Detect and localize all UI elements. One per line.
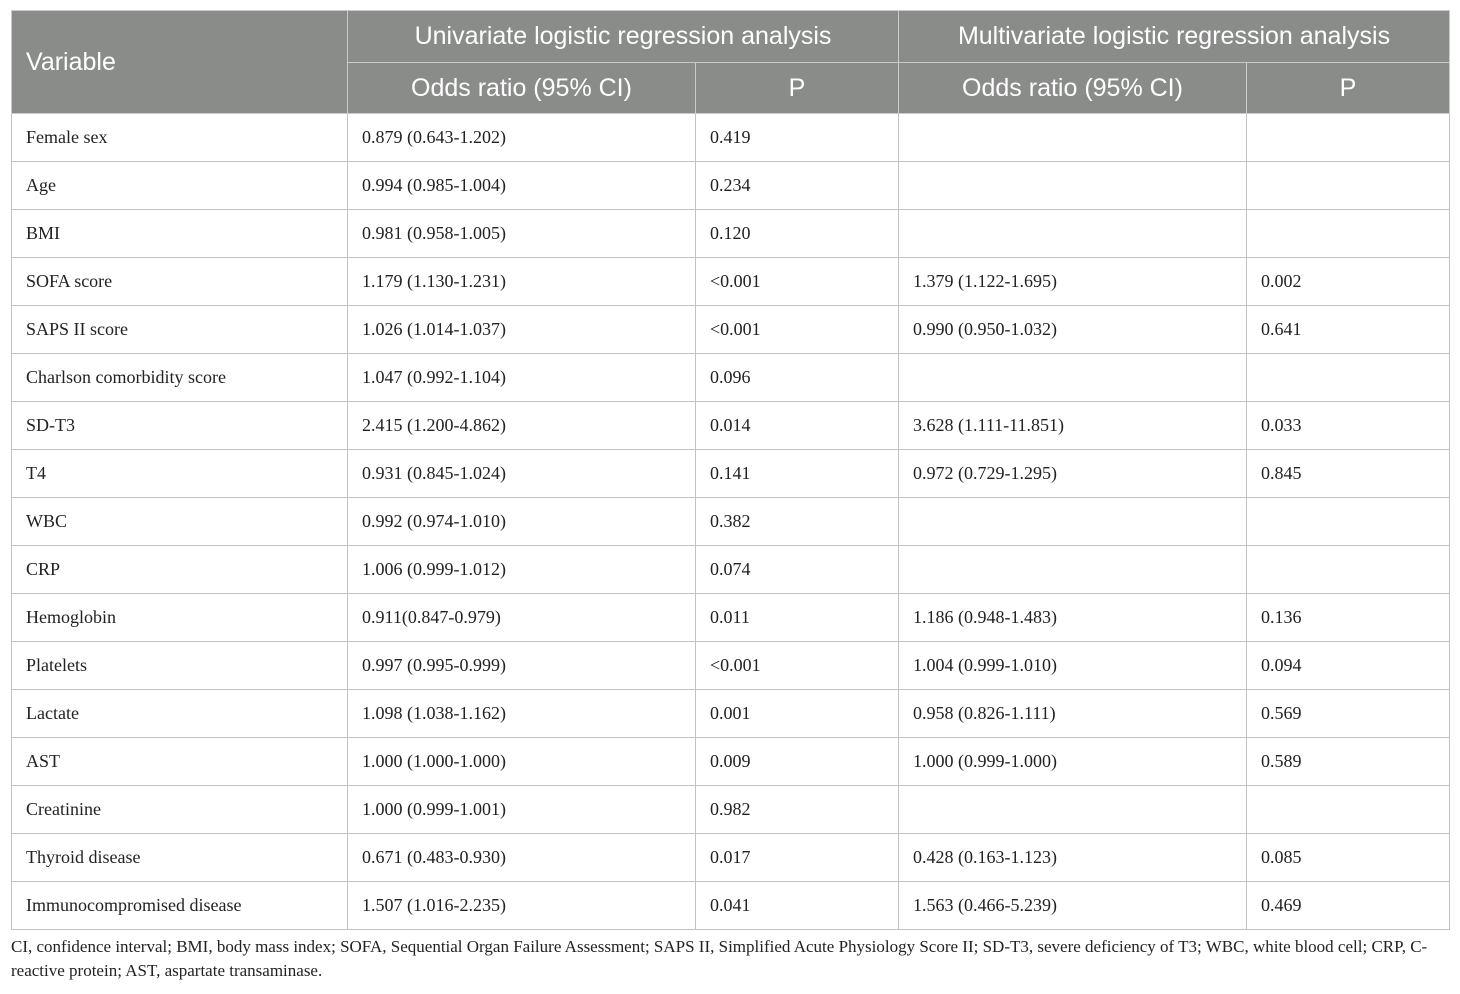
multivariate-odds-ratio-cell: 3.628 (1.111-11.851) xyxy=(899,402,1247,450)
variable-cell: T4 xyxy=(12,450,348,498)
multivariate-odds-ratio-cell: 0.958 (0.826-1.111) xyxy=(899,690,1247,738)
logistic-regression-table xyxy=(11,10,1450,930)
variable-cell: CRP xyxy=(12,546,348,594)
variable-cell: Charlson comorbidity score xyxy=(12,354,348,402)
multivariate-odds-ratio-cell: 1.004 (0.999-1.010) xyxy=(899,642,1247,690)
table-row xyxy=(12,354,1450,402)
multivariate-p-cell: 0.136 xyxy=(1247,594,1450,642)
table-row xyxy=(12,114,1450,162)
variable-cell: Lactate xyxy=(12,690,348,738)
univariate-p-header: P xyxy=(696,63,899,114)
multivariate-odds-ratio-cell: 1.379 (1.122-1.695) xyxy=(899,258,1247,306)
multivariate-odds-ratio-cell: 0.990 (0.950-1.032) xyxy=(899,306,1247,354)
univariate-p-cell: <0.001 xyxy=(696,306,899,354)
table-row xyxy=(12,642,1450,690)
univariate-odds-ratio-cell: 1.098 (1.038-1.162) xyxy=(348,690,696,738)
multivariate-p-cell xyxy=(1247,786,1450,834)
variable-cell: Creatinine xyxy=(12,786,348,834)
multivariate-p-cell: 0.033 xyxy=(1247,402,1450,450)
univariate-p-cell: 0.096 xyxy=(696,354,899,402)
multivariate-p-cell xyxy=(1247,114,1450,162)
multivariate-p-cell: 0.641 xyxy=(1247,306,1450,354)
multivariate-p-cell: 0.002 xyxy=(1247,258,1450,306)
table-row xyxy=(12,210,1450,258)
multivariate-odds-ratio-cell xyxy=(899,498,1247,546)
variable-cell: Hemoglobin xyxy=(12,594,348,642)
table-row xyxy=(12,594,1450,642)
variable-cell: SAPS II score xyxy=(12,306,348,354)
multivariate-odds-ratio-cell: 1.000 (0.999-1.000) xyxy=(899,738,1247,786)
table-row xyxy=(12,546,1450,594)
multivariate-p-cell: 0.469 xyxy=(1247,882,1450,930)
multivariate-odds-ratio-cell: 0.428 (0.163-1.123) xyxy=(899,834,1247,882)
univariate-odds-ratio-cell: 1.006 (0.999-1.012) xyxy=(348,546,696,594)
univariate-p-cell: <0.001 xyxy=(696,258,899,306)
univariate-odds-ratio-cell: 1.507 (1.016-2.235) xyxy=(348,882,696,930)
univariate-odds-ratio-cell: 1.000 (1.000-1.000) xyxy=(348,738,696,786)
univariate-p-cell: 0.041 xyxy=(696,882,899,930)
multivariate-p-cell xyxy=(1247,210,1450,258)
univariate-p-cell: <0.001 xyxy=(696,642,899,690)
table-header xyxy=(12,11,1450,114)
variable-cell: SD-T3 xyxy=(12,402,348,450)
multivariate-odds-ratio-cell xyxy=(899,114,1247,162)
univariate-odds-ratio-cell: 0.997 (0.995-0.999) xyxy=(348,642,696,690)
table-row xyxy=(12,882,1450,930)
variable-cell: Immunocompromised disease xyxy=(12,882,348,930)
table-row xyxy=(12,306,1450,354)
univariate-odds-ratio-cell: 0.911(0.847-0.979) xyxy=(348,594,696,642)
multivariate-p-cell: 0.569 xyxy=(1247,690,1450,738)
multivariate-p-cell: 0.094 xyxy=(1247,642,1450,690)
univariate-odds-ratio-cell: 0.994 (0.985-1.004) xyxy=(348,162,696,210)
univariate-p-cell: 0.419 xyxy=(696,114,899,162)
table-row xyxy=(12,738,1450,786)
univariate-odds-ratio-cell: 0.879 (0.643-1.202) xyxy=(348,114,696,162)
univariate-odds-ratio-cell: 1.000 (0.999-1.001) xyxy=(348,786,696,834)
univariate-p-cell: 0.982 xyxy=(696,786,899,834)
univariate-p-cell: 0.014 xyxy=(696,402,899,450)
univariate-p-cell: 0.011 xyxy=(696,594,899,642)
table-row xyxy=(12,498,1450,546)
table-row xyxy=(12,450,1450,498)
univariate-odds-ratio-cell: 0.992 (0.974-1.010) xyxy=(348,498,696,546)
univariate-p-cell: 0.001 xyxy=(696,690,899,738)
multivariate-odds-ratio-cell xyxy=(899,546,1247,594)
univariate-p-cell: 0.141 xyxy=(696,450,899,498)
univariate-odds-ratio-cell: 0.981 (0.958-1.005) xyxy=(348,210,696,258)
regression-table-container xyxy=(11,10,1449,930)
multivariate-p-cell xyxy=(1247,498,1450,546)
variable-cell: Age xyxy=(12,162,348,210)
table-row xyxy=(12,834,1450,882)
variable-cell: Thyroid disease xyxy=(12,834,348,882)
univariate-p-cell: 0.120 xyxy=(696,210,899,258)
table-row xyxy=(12,402,1450,450)
univariate-odds-ratio-cell: 0.671 (0.483-0.930) xyxy=(348,834,696,882)
multivariate-odds-ratio-cell xyxy=(899,162,1247,210)
univariate-odds-ratio-cell: 1.026 (1.014-1.037) xyxy=(348,306,696,354)
table-row xyxy=(12,690,1450,738)
multivariate-group-header: Multivariate logistic regression analysis xyxy=(899,11,1450,63)
table-body xyxy=(12,114,1450,930)
variable-cell: AST xyxy=(12,738,348,786)
variable-cell: BMI xyxy=(12,210,348,258)
univariate-odds-ratio-cell: 2.415 (1.200-4.862) xyxy=(348,402,696,450)
multivariate-odds-ratio-cell xyxy=(899,210,1247,258)
multivariate-p-header: P xyxy=(1247,63,1450,114)
multivariate-odds-ratio-cell: 0.972 (0.729-1.295) xyxy=(899,450,1247,498)
univariate-p-cell: 0.074 xyxy=(696,546,899,594)
univariate-p-cell: 0.017 xyxy=(696,834,899,882)
multivariate-odds-ratio-cell: 1.563 (0.466-5.239) xyxy=(899,882,1247,930)
multivariate-odds-ratio-cell xyxy=(899,354,1247,402)
multivariate-p-cell xyxy=(1247,354,1450,402)
table-row xyxy=(12,786,1450,834)
multivariate-p-cell xyxy=(1247,546,1450,594)
multivariate-odds-ratio-cell xyxy=(899,786,1247,834)
multivariate-p-cell: 0.589 xyxy=(1247,738,1450,786)
multivariate-odds-ratio-cell: 1.186 (0.948-1.483) xyxy=(899,594,1247,642)
variable-cell: SOFA score xyxy=(12,258,348,306)
variable-cell: Platelets xyxy=(12,642,348,690)
multivariate-p-cell xyxy=(1247,162,1450,210)
multivariate-p-cell: 0.085 xyxy=(1247,834,1450,882)
table-footnote: CI, confidence interval; BMI, body mass index; SOFA, Sequential Organ Failure Assessment; SAPS II, Simplified Acute Physiology Score II; SD-T3, severe deficiency of T3; WBC, white blood cell; CRP, C-reactive protein; AST, aspartate transaminase. xyxy=(11,937,1428,980)
multivariate-odds-ratio-header: Odds ratio (95% CI) xyxy=(899,63,1247,114)
univariate-odds-ratio-cell: 1.047 (0.992-1.104) xyxy=(348,354,696,402)
univariate-p-cell: 0.009 xyxy=(696,738,899,786)
univariate-group-header: Univariate logistic regression analysis xyxy=(348,11,899,63)
univariate-odds-ratio-cell: 0.931 (0.845-1.024) xyxy=(348,450,696,498)
variable-cell: Female sex xyxy=(12,114,348,162)
variable-cell: WBC xyxy=(12,498,348,546)
table-row xyxy=(12,258,1450,306)
multivariate-p-cell: 0.845 xyxy=(1247,450,1450,498)
univariate-p-cell: 0.382 xyxy=(696,498,899,546)
univariate-p-cell: 0.234 xyxy=(696,162,899,210)
variable-column-header: Variable xyxy=(12,11,348,114)
univariate-odds-ratio-header: Odds ratio (95% CI) xyxy=(348,63,696,114)
univariate-odds-ratio-cell: 1.179 (1.130-1.231) xyxy=(348,258,696,306)
table-row xyxy=(12,162,1450,210)
